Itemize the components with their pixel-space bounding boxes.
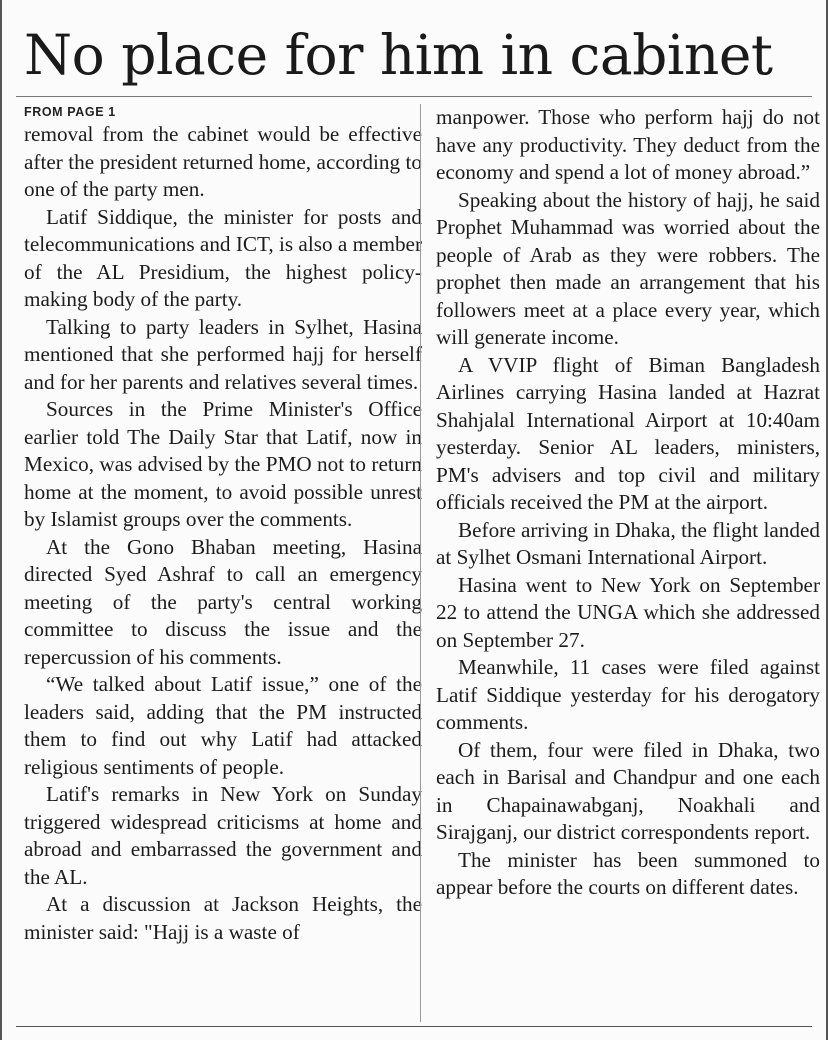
headline: No place for him in cabinet [24, 23, 773, 87]
headline-rule [16, 96, 812, 97]
paragraph: “We talked about Latif issue,” one of the leaders said, adding that the PM instructed them to find out why Latif had attacked religious sentiments of people. [24, 672, 422, 779]
paragraph: Speaking about the history of hajj, he said Prophet Muhammad was worried about the people of Arab as they were robbers. The prophet then made an arrangement that his followers meet at a place every year, which will generate income. [436, 187, 820, 349]
paragraph: Talking to party leaders in Sylhet, Hasina mentioned that she performed hajj for herself and for her parents and relatives several times. [24, 314, 422, 394]
paragraph: Before arriving in Dhaka, the flight landed at Sylhet Osmani International Airport. [436, 517, 820, 569]
paragraph: Latif's remarks in New York on Sunday triggered widespread criticisms at home and abroad and embarrassed the government and the AL. [24, 782, 422, 889]
paragraph: removal from the cabinet would be effective after the president returned home, according to one of the party men. [24, 122, 422, 201]
paragraph: manpower. Those who perform hajj do not have any productivity. They deduct from the economy and spend a lot of money abroad.” [436, 105, 820, 184]
paragraph: At the Gono Bhaban meeting, Hasina directed Syed Ashraf to call an emergency meeting of the party's central working committee to discuss the issue and the repercussion of his comments. [24, 534, 422, 669]
right-column [436, 104, 820, 902]
paragraph: Of them, four were filed in Dhaka, two each in Barisal and Chandpur and one each in Chapainawabganj, Noakhali and Sirajganj, our district correspondents report. [436, 737, 820, 844]
column-divider [420, 104, 421, 1022]
paragraph: Sources in the Prime Minister's Office earlier told The Daily Star that Latif, now in Mexico, was advised by the PMO not to return home at the moment, to avoid possible unrest by Islamist groups over the comments. [24, 397, 422, 531]
paragraph: The minister has been summoned to appear before the courts on different dates. [436, 847, 820, 899]
left-column [24, 104, 422, 946]
continuation-label: FROM PAGE 1 [24, 105, 116, 119]
paragraph: Meanwhile, 11 cases were filed against Latif Siddique yesterday for his derogatory comments. [436, 655, 820, 734]
paragraph: At a discussion at Jackson Heights, the minister said: "Hajj is a waste of [24, 892, 422, 944]
paragraph: A VVIP flight of Biman Bangladesh Airlines carrying Hasina landed at Hazrat Shahjalal International Airport at 10:40am yesterday. Senior AL leaders, ministers, PM's advisers and top civil and military officials received the PM at the airport. [436, 352, 820, 514]
paragraph: Hasina went to New York on September 22 to attend the UNGA which she addressed on September 27. [436, 572, 820, 652]
bottom-rule [16, 1026, 812, 1027]
paragraph: Latif Siddique, the minister for posts and telecommunications and ICT, is also a member of the AL Presidium, the highest policy-making body of the party. [24, 204, 422, 311]
